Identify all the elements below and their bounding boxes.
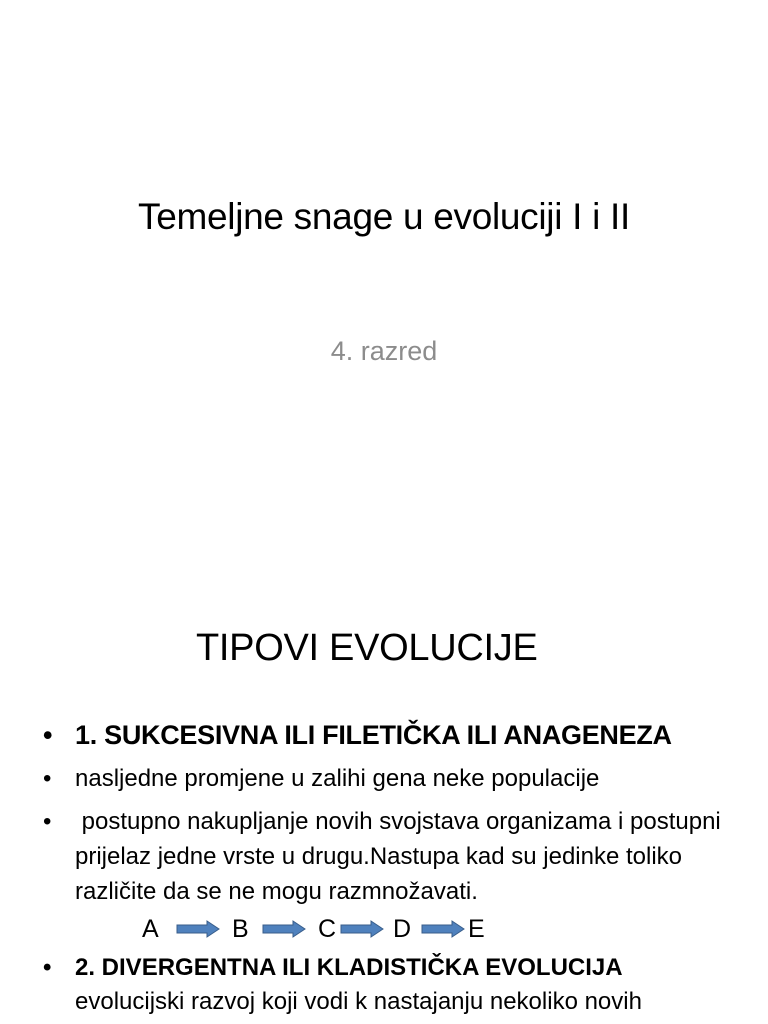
sequence-letter: A — [142, 915, 159, 943]
sequence-letter: C — [318, 915, 337, 943]
bullet-continuation-text: evolucijski razvoj koji vodi k nastajanju nekoliko novih — [75, 988, 642, 1015]
sequence-letter: E — [468, 915, 485, 943]
presentation-subtitle: 4. razred — [330, 336, 438, 366]
right-arrow-icon — [340, 920, 384, 938]
bullet-text: • 1. SUKCESIVNA ILI FILETIČKA ILI ANAGENEZA — [75, 720, 672, 750]
sequence-letter: D — [393, 915, 412, 943]
bullet-text: • nasljedne promjene u zalihi gena neke populacije — [75, 765, 600, 792]
right-arrow-icon — [262, 920, 306, 938]
right-arrow-icon — [176, 920, 220, 938]
bullet-item-anagenesis — [0, 716, 768, 754]
bullet-text: • 2. DIVERGENTNA ILI KLADISTIČKA EVOLUCIJA — [75, 954, 623, 981]
bullet-list — [0, 716, 768, 1019]
right-arrow-icon — [421, 920, 465, 938]
sequence-letter: B — [232, 915, 249, 943]
presentation-title: Temeljne snage u evoluciji I i II — [138, 196, 630, 237]
bullet-item-definition — [0, 762, 768, 796]
slide-evolution-types — [0, 576, 768, 1024]
bullet-text: • postupno nakupljanje novih svojstava organizama i postupni prijelaz jedne vrste u drugu.Nastupa kad su jedinke toliko različite da se ne mogu razmnožavati. — [75, 808, 728, 905]
bullet-item-cladogenesis — [0, 951, 768, 985]
slide-heading: TIPOVI EVOLUCIJE — [196, 627, 538, 669]
species-sequence-diagram — [0, 911, 768, 951]
bullet-item-description — [0, 804, 768, 909]
